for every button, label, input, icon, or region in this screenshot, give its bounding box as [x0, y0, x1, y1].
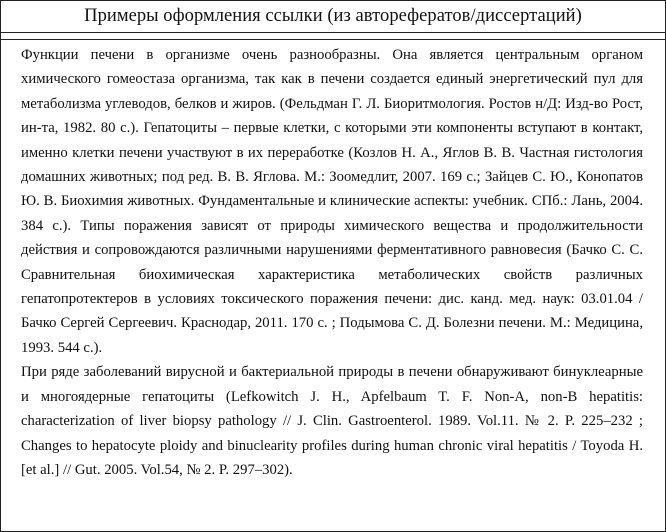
header-divider — [1, 33, 665, 40]
paragraph-2: При ряде заболеваний вирусной и бактериальной природы в печени обнаруживают бинуклеарные и многоядерные гепатоциты (Lefkowitch J. H., Apfelbaum T. F. Non-A, non-B hepatitis: characterization of liver biopsy pathology // J. Clin. Gastroenterol. 1989. Vol.11. № 2. P. 225–232 ; Changes to hepatocyte ploidy and binuclearity profiles during human chronic viral hepatitis / Toyoda H. [et al.] // Gut. 2005. Vol.54, № 2. P. 297–302). — [21, 364, 643, 478]
page-title: Примеры оформления ссылки (из авторефератов/диссертаций) — [1, 1, 665, 33]
document-body — [1, 40, 665, 482]
paragraph-1: Функции печени в организме очень разнообразны. Она является центральным органом химического гомеостаза организма, так как в печени создается единый энергетический пул для метаболизма углеводов, белков и жиров. (Фельдман Г. Л. Биоритмология. Ростов н/Д: Изд-во Рост, ин-та, 1982. 80 с.). Гепатоциты – первые клетки, с которыми эти компоненты вступают в контакт, именно клетки печени участвуют в их переработке (Козлов Н. А., Яглов В. В. Частная гистология домашних животных; под ред. В. В. Яглова. М.: Зоомедлит, 2007. 169 с.; Зайцев С. Ю., Конопатов Ю. В. Биохимия животных. Фундаментальные и клинические аспекты: учебник. СПб.: Лань, 2004. 384 с.). Типы поражения зависят от природы химического вещества и продолжительности действия и сопровождаются различными нарушениями ферментативного равновесия (Бачко С. С. Сравнительная биохимическая характеристика метаболических свойств различных гепатопротектеров в условиях токсического поражения печени: дис. канд. мед. наук: 03.01.04 / Бачко Сергей Сергеевич. Краснодар, 2011. 170 с. ; Подымова С. Д. Болезни печени. М.: Медицина, 1993. 544 с.). — [21, 47, 643, 356]
